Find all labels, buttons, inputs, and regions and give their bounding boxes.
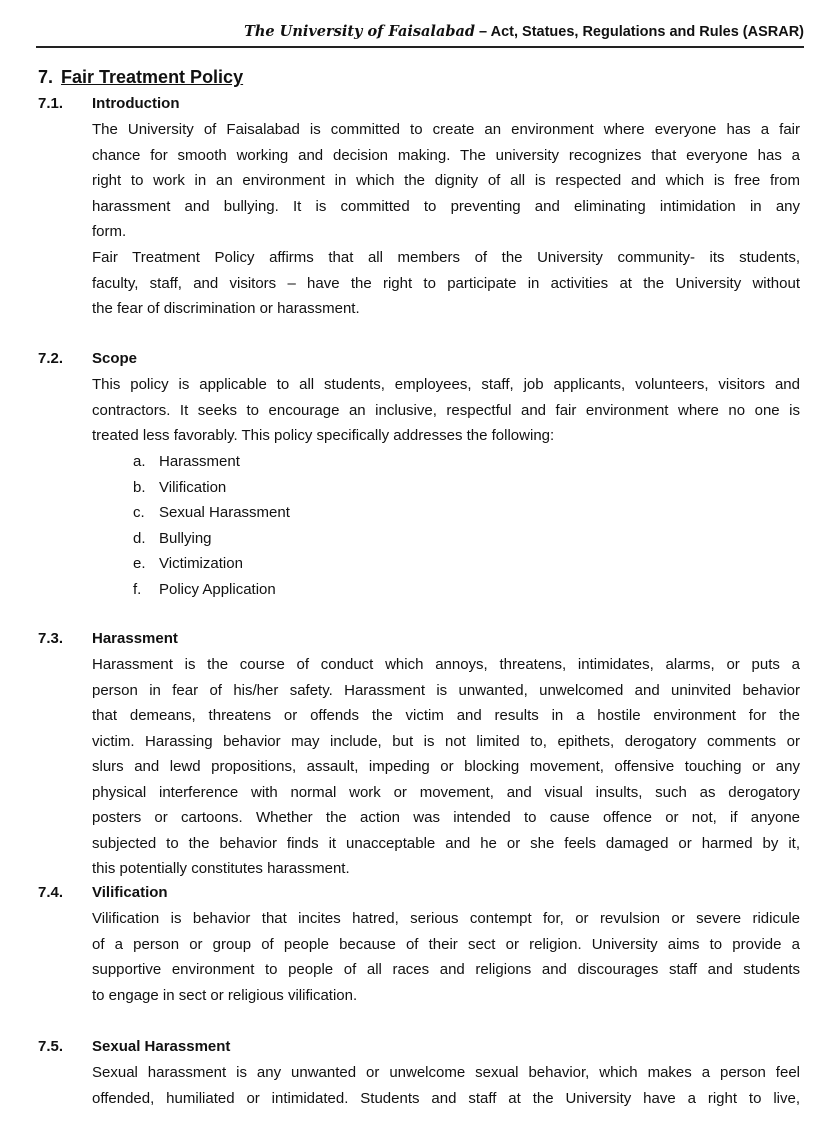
text-line: slurs and lewd propositions, assault, impeding or blocking movement, offensive touching or any (92, 758, 800, 775)
text-line: right to work in an environment in which the dignity of all is respected and which is free from (92, 172, 800, 189)
text-line: This policy is applicable to all students, employees, staff, job applicants, volunteers, visitors and (92, 376, 800, 393)
list-item (133, 500, 290, 526)
page-header (36, 20, 804, 48)
section-number-harassment: 7.3. (38, 630, 64, 647)
text-line: Vilification is behavior that incites hatred, serious contempt for, or revulsion or severe ridicule (92, 910, 800, 927)
section-number-vilification: 7.4. (38, 884, 64, 901)
harassment-paragraph (92, 652, 800, 882)
text-line: subjected to the behavior finds it unacceptable and he or she feels damaged or harmed by it, (92, 834, 800, 852)
text-line: supportive environment to people of all races and religions and discourages staff and students (92, 961, 800, 978)
list-item-text: Policy Application (159, 580, 276, 598)
list-letter: a. (133, 453, 146, 470)
text-line: Sexual harassment is any unwanted or unwelcome sexual behavior, which makes a person feel (92, 1064, 800, 1081)
text-line: contractors. It seeks to encourage an inclusive, respectful and fair environment where no one is (92, 401, 800, 419)
section-number-sexual-harassment: 7.5. (38, 1038, 64, 1055)
section-number-scope: 7.2. (38, 350, 64, 367)
list-letter: e. (133, 555, 146, 572)
text-line: harassment and bullying. It is committed to preventing and eliminating intimidation in any (92, 197, 800, 215)
intro-paragraph-2 (92, 245, 800, 322)
list-item (133, 449, 290, 475)
text-line: offended, humiliated or intimidated. Students and staff at the University have a right to live, (92, 1089, 800, 1107)
text-line: Fair Treatment Policy affirms that all members of the University community- its students, (92, 249, 800, 266)
list-item-text: Harassment (159, 453, 240, 470)
list-letter: b. (133, 478, 146, 496)
page-title (38, 66, 243, 88)
sexual-harassment-paragraph (92, 1060, 800, 1111)
list-item (133, 475, 290, 501)
title-number: 7. (38, 67, 54, 87)
text-line: The University of Faisalabad is committed to create an environment where everyone has a fair (92, 121, 800, 138)
header-university: The University of Faisalabad (244, 23, 476, 40)
section-heading-sexual-harassment: Sexual Harassment (92, 1038, 231, 1055)
list-letter: c. (133, 504, 145, 521)
list-item-text: Bullying (159, 529, 212, 547)
section-number-intro: 7.1. (38, 95, 64, 112)
section-heading-scope: Scope (92, 350, 138, 367)
list-letter: f. (133, 580, 142, 598)
list-item-text: Vilification (159, 478, 227, 496)
list-letter: d. (133, 529, 146, 547)
list-item (133, 577, 290, 603)
section-heading-harassment: Harassment (92, 630, 178, 647)
text-line: form. (92, 223, 127, 240)
title-text: Fair Treatment Policy (61, 67, 244, 87)
scope-list (133, 449, 290, 602)
section-heading-intro: Introduction (92, 95, 180, 112)
text-line: chance for smooth working and decision making. The university recognizes that everyone has a (92, 146, 800, 164)
list-item-text: Victimization (159, 555, 243, 572)
text-line: person in fear of his/her safety. Harassment is unwanted, unwelcomed and uninvited behavior (92, 681, 800, 699)
text-line: of a person or group of people because of their sect or religion. University aims to provide a (92, 935, 800, 953)
section-heading-vilification: Vilification (92, 884, 168, 901)
text-line: victim. Harassing behavior may include, but is not limited to, epithets, derogatory comments or (92, 732, 800, 750)
list-item (133, 551, 290, 577)
list-item-text: Sexual Harassment (159, 504, 290, 521)
text-line: this potentially constitutes harassment. (92, 860, 350, 877)
text-line: the fear of discrimination or harassment. (92, 300, 360, 317)
text-line: treated less favorably. This policy specifically addresses the following: (92, 427, 555, 444)
header-document-title: – Act, Statues, Regulations and Rules (ASRAR) (475, 24, 804, 40)
text-line: physical interference with normal work or movement, and visual insults, such as derogatory (92, 783, 800, 801)
list-item (133, 526, 290, 552)
text-line: that demeans, threatens or offends the victim and results in a hostile environment for the (92, 707, 800, 724)
text-line: faculty, staff, and visitors – have the right to participate in activities at the University without (92, 274, 800, 292)
intro-paragraph-1 (92, 117, 800, 245)
text-line: posters or cartoons. Whether the action was intended to cause offence or not, if anyone (92, 809, 800, 826)
vilification-paragraph (92, 906, 800, 1008)
text-line: Harassment is the course of conduct which annoys, threatens, intimidates, alarms, or puts a (92, 656, 800, 673)
text-line: to engage in sect or religious vilification. (92, 986, 358, 1004)
scope-paragraph (92, 372, 800, 449)
